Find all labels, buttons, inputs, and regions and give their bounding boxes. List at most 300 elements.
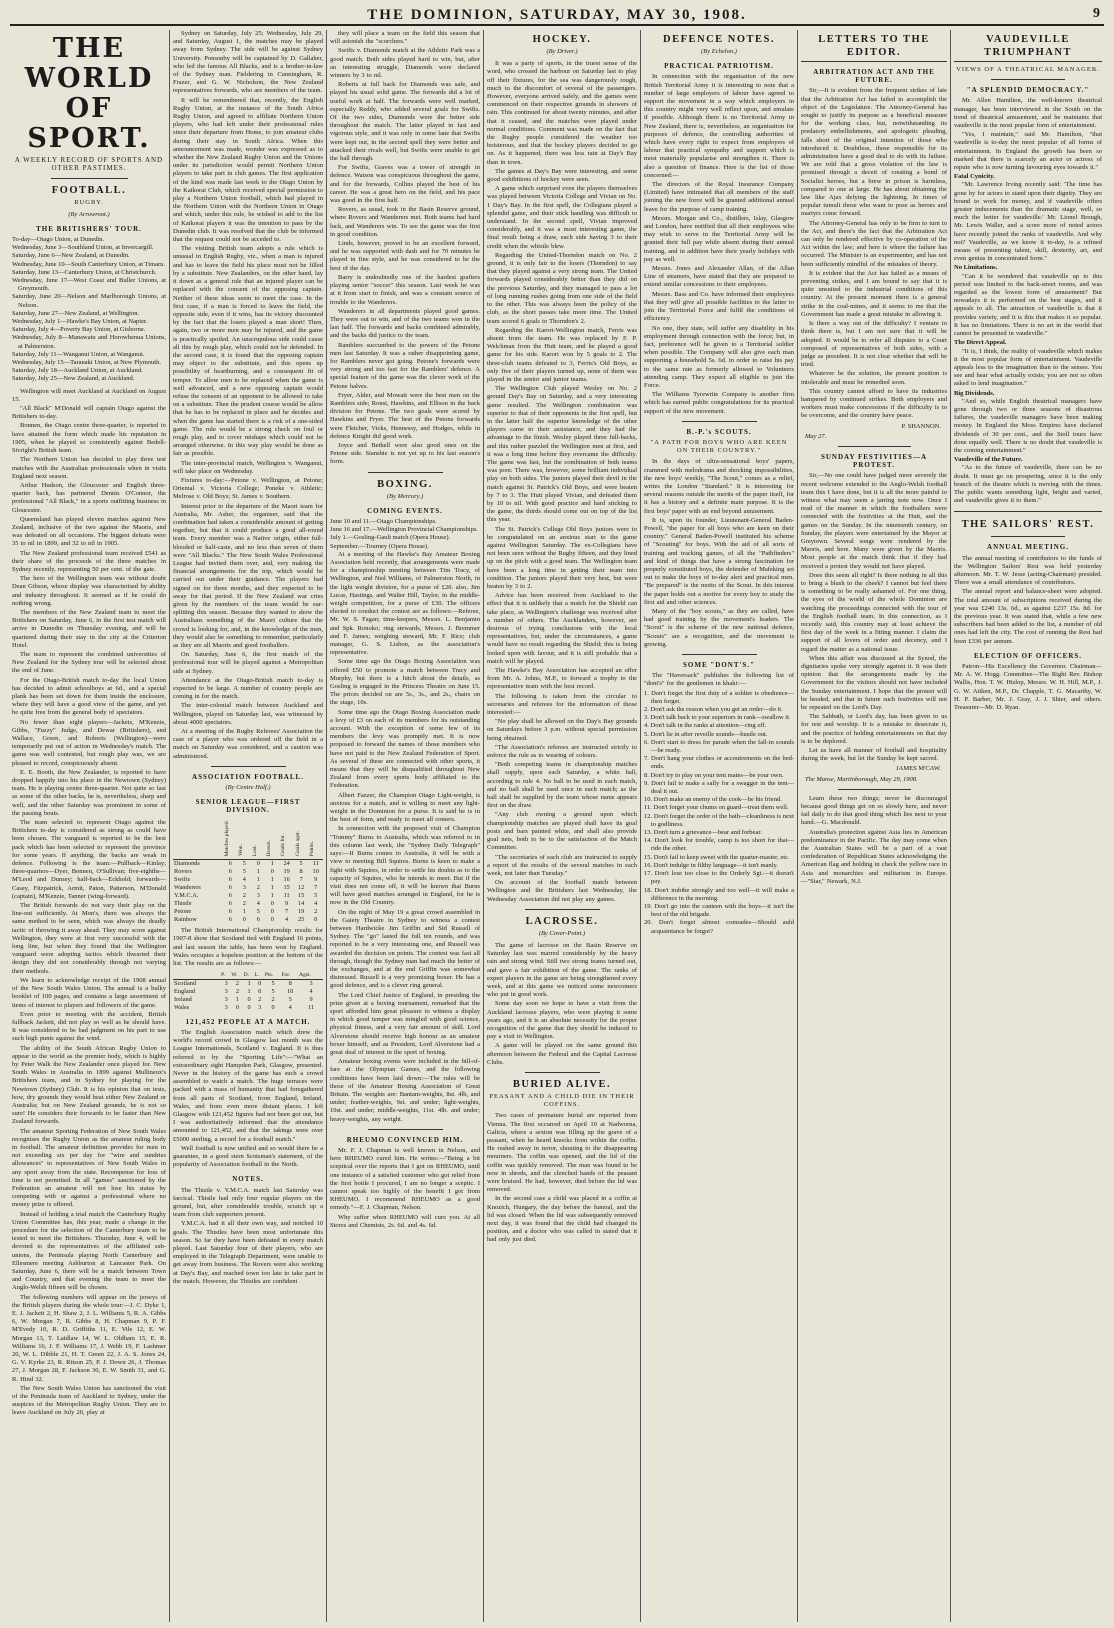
- rugby-notes-continued: [173, 30, 323, 761]
- news-paragraph: "Both competing teams in championship matches shall supply, upon each Saturday, a white ball, according to rule 4. No ball to be used in each match, and no ball shall be used once in each match; as the ball shall be supplied by the team whose name appears first on the draw.: [487, 761, 637, 810]
- patriotism-heading: PRACTICAL PATRIOTISM.: [664, 62, 774, 71]
- table-header: Pts.: [265, 970, 281, 979]
- list-item: 13. Don't turn a grievance—bear and forbear.: [644, 829, 762, 837]
- defence-byline: (By Echelon.): [701, 48, 737, 55]
- table-cell: 5: [271, 979, 275, 987]
- list-item: 7. Don't hang your clothes or accoutrements on the bed-ends.: [644, 755, 794, 771]
- football-heading: FOOTBALL.: [51, 185, 127, 197]
- list-item: 6. Don't start to dress for parade when the fall-in sounds—be ready.: [644, 738, 794, 755]
- letter-paragraph: The Sabbath, or Lord's day, has been given to us for rest and worship. It is a mistake to desecrate it, and the practice of holding entertainments on that day is to be deplored.: [801, 713, 947, 745]
- table-cell: 1: [256, 868, 260, 876]
- news-paragraph: Two cases of premature burial are reported from Vienna. The first occurred on April 10 at Nadworna, Galicia, where a sexton was filling up the grave of a peasant, when he heard knocks from within the coffin. He rushed away in terror, shouting to the disappearing mourners. The coffin was opened, and the lid of the coffin was quickly removed. The man was found to be now in shreds, and the clenched hands of the peasant were bruised. He had, however, died before the lid was removed.: [487, 1112, 637, 1194]
- news-paragraph: "Mr. Lawrence Irving recently said: 'The time has gone by for actors to stand upon their dignity. They are bound to work for money, and if vaudeville offers greater inducements than the dramatic stage, well, so much the better for vaudeville.' Mr. Lionel Brough, Mr. Lewis Waller, and a score more of noted actors have recently joined the ranks of vaudeville. And why not? Vaudeville, as we know it to-day, is a refined means of presenting talent, skill, dexterity, art, and even genius in concentrated form.": [954, 181, 1102, 263]
- news-paragraph: "No play shall be allowed on the Day's Bay grounds on Saturdays before 3 p.m. without special permission being obtained.: [487, 718, 637, 742]
- news-paragraph: they will place a team on the field this season that will astonish the "scorchers.": [330, 30, 480, 46]
- column-vaudeville: [952, 30, 1104, 1622]
- list-item: 17. Don't lose too close to the Orderly Sgt.—it doesn't pay.: [644, 870, 794, 886]
- table-cell: 5: [299, 860, 303, 868]
- table-cell: Wales: [174, 1003, 190, 1011]
- table-cell: 9: [314, 876, 318, 884]
- news-paragraph: The directors of the Royal Insurance Company (Limited) have intimated that all members of the staff joining the new force will be granted additional annual leave for the purpose of camp training.: [644, 181, 794, 213]
- table-cell: 4: [242, 876, 246, 884]
- table-cell: 11: [283, 892, 290, 900]
- fixture-item: Saturday, July 25—New Zealand, at Auckland.: [12, 375, 135, 383]
- masthead: [10, 4, 1104, 26]
- news-paragraph: Mr. Allen Hamilton, the well-known theatrical manager, has been interviewed in the South on the trend of theatrical amusement, and he maintains that vaudeville is the most popular form of entertainment.: [954, 97, 1102, 130]
- table-cell: 5: [271, 987, 275, 995]
- news-paragraph: On account of the football match between Wellington and the Britishers last Wednesday, the Wednesday Association did not play any games.: [487, 879, 637, 903]
- table-cell: 0: [256, 860, 260, 868]
- table-cell: England: [174, 987, 195, 995]
- table-row: [173, 908, 323, 916]
- news-paragraph: Learn these two things; never be discouraged because good things get on so slowly here, and never fail daily to do that good thing which lies next to your hand.—G. Macdonald.: [801, 794, 947, 827]
- donts-list: [644, 672, 794, 936]
- news-paragraph: The St. Patrick's College Old Boys juniors were to be congratulated on an anxious start to the game against Wellington Saturday. The ex-Collegians have not been seen without the Rugby fifteen, and they lined up on the pitch with a good team. The Wellington team have been a long time in getting their team into condition. The juniors played their very best, but were beaten by 3 to 2.: [487, 525, 637, 590]
- news-paragraph: Y.M.C.A. had it all their own way, and notched 10 goals. The Thistles have been most unfortunate this season. So far they have been defeated in every match played. Last Saturday four of their players, who are employed in the Telegraph Department, were unable to get away from business. The Rovers were also working at Day's Bay, and reached town too late to take part in the match. However, the Thistles are confident: [173, 1220, 323, 1285]
- news-paragraph: "The Association's referees are instructed strictly to enforce the rule as to wearing of colours.: [487, 743, 637, 760]
- news-paragraph: Joyce and Bethell were also good ones on the Petone side. Stansbie is not yet up to his last season's form.: [330, 441, 480, 466]
- list-item: 14. Don't look for trouble, camp is too short for that—ride the other.: [644, 837, 794, 853]
- page-number: 9: [1093, 6, 1100, 21]
- news-paragraph: "Yes, I maintain," said Mr. Hamilton, "that vaudeville is to-day the most popular of all forms of entertainment. In England the growth has been so marked that there is scarcely an actor or actress of repute who is now turning favouring eyes towards it.": [954, 131, 1102, 172]
- table-cell: 11: [312, 860, 319, 868]
- league-table: [173, 818, 323, 925]
- donts-heading: SOME "DONT'S.": [683, 661, 755, 670]
- column-defence: [642, 30, 796, 1622]
- news-paragraph: "Can it be wondered that vaudeville up to this period was limited to the back-street rooms, and was regarded as the lowest form of amusement? But nowadays it is performed on the best stages, and it appeals to all. The attraction of vaudeville is that it provides variety, and it is this that makes it so popular. It has no limitations. There is no art in the world that cannot be presented in vaudeville.": [954, 272, 1102, 338]
- news-paragraph: Wanderers in all departments played good games. They were out to win, and of the two teams won in the last half. The forwards and backs combined admirably, and the backs did justice to the team.: [330, 307, 480, 340]
- sailors-rest-heading: THE SAILORS' REST.: [961, 519, 1095, 531]
- event-item: July 1.—Gosling-Gault match (Opera House).: [330, 534, 451, 542]
- letter-paragraph: The Attorney-General has only to be firm to turn to the Act, and there's the fact that the Arbitration Act can only be rendered effective by co-operation of the Act within the law; and here is where the failure has occurred. The Minister is an experimenter, and has not been sufficiently mindful of the mistakes of theory.: [801, 219, 947, 268]
- news-paragraph: Many of the "boy scouts," as they are called, have had good training by the movement's leaders. The "Scout" is the scheme of the new national defence, "Scouts" are a recognition, and the movement is growing.: [644, 608, 794, 648]
- news-paragraph: The inter-colonial match between Auckland and Wellington, played on Saturday last, was witnessed by about 4000 spectators.: [173, 702, 323, 726]
- table-header: Goals for.: [279, 818, 294, 860]
- table-cell: 2: [235, 987, 240, 995]
- news-paragraph: Fixtures to-day:—Petone v. Wellington, at Petone; Oriental v. Victoria College; Poneke v. Athletic; Melrose v. Old Boys; St. James v. Southern.: [173, 476, 323, 501]
- table-cell: 5: [314, 892, 318, 900]
- fixture-item: Wednesday, June 17—West Coast and Buller Unions, at Greymouth.: [12, 277, 166, 293]
- list-item: 18. Don't imbibe strongly and too well—it will make a difference in the morning.: [644, 886, 794, 902]
- arbitration-heading: ARBITRATION ACT AND THE FUTURE.: [813, 68, 935, 85]
- table-cell: 0: [270, 900, 274, 908]
- association-byline: (By Centre Half.): [225, 784, 271, 792]
- table-cell: 4: [314, 900, 318, 908]
- column-rugby-association: [171, 30, 325, 1622]
- rugby-subheading: RUGBY.: [74, 199, 104, 207]
- fixture-item: Saturday, June 27—New Zealand, at Wellington.: [12, 309, 140, 317]
- table-cell: 9: [309, 995, 313, 1003]
- fixture-list: [12, 236, 166, 388]
- big-dividends-heading: Big Dividends.: [954, 389, 995, 397]
- scouts-subheading: "A PATH FOR BOYS WHO ARE KEEN ON THEIR COUNTRY.": [650, 438, 788, 455]
- event-item: June 10 and 11.—Otago Championships.: [330, 517, 437, 525]
- table-cell: 1: [256, 876, 260, 884]
- table-cell: 0: [271, 1003, 275, 1011]
- list-item: 19. Don't go into the canteen with the boys—it isn't the best of the old brigade.: [644, 902, 794, 919]
- no-limitations-heading: No Limitations.: [954, 264, 998, 272]
- news-paragraph: The inter-provincial match, Wellington v. Wanganui, will take place on Wednesday.: [173, 459, 323, 475]
- news-paragraph: In the second case a child was placed in a coffin at Knozich, Hungary, the day before the funeral, and the lid was closed. When the lid was subsequently removed next day, it was found that the child had changed its position, and a doctor who was called in stated that it had only just died.: [487, 1195, 637, 1244]
- letter-signature: P. SHANNON.: [901, 422, 941, 430]
- news-paragraph: Regarding the Karori-Wellington match, Ferris was absent from the team. He was replaced by F. P. Welchman from the Hutt team, and he played a good game for his side. Karori won by 5 goals to 2. The three-club teams defeated to 3, Ferris's Old Boys, as only five of their players turned up, none of them was played in the senior and junior teams.: [487, 326, 637, 383]
- table-cell: 25: [297, 916, 305, 924]
- table-cell: 1: [247, 979, 251, 987]
- table-cell: 16: [283, 876, 290, 884]
- table-cell: 0: [314, 916, 318, 924]
- news-paragraph: For the Otago-British match to-day the local Union has decided to admit schoolboys at 6d., and a special plank has been set down for them inside the enclosure, where they will have a good view of the game, and yet be quite free from the general body of spectators.: [12, 676, 166, 717]
- table-cell: 6: [256, 916, 260, 924]
- fixture-item: Saturday, June 20—Nelson and Marlborough Unions, at Nelson.: [12, 293, 166, 309]
- table-cell: 7: [285, 908, 289, 916]
- news-paragraph: Some time ago the Otago Boxing Association was offered £50 to promote a match between Tracy and Murphy, but there is a hitch about the details, as Gosling is engaged in the Princess Theatre on June 15. The prices decided on are 5s., 3s., and 2s., chairs on the stage, 10s.: [330, 658, 480, 707]
- news-paragraph: The team to represent the combined universities of New Zealand for the Sydney tour will be selected about the end of June.: [12, 650, 166, 675]
- news-paragraph: It will be remembered that, recently, the English Rugby Union, at the instance of the South Africa Rugby Union, and agreed to affiliate Northern Union players, who had left under their professional rules since their departure from Home, to join amateur clubs during their stay in South Africa. When this announcement was made, wonder was expressed as to whether the New Zealand Rugby Union and the Unions under its jurisdiction would permit Northern Union players to take part in club games. The first application of the kind was made last week to the Otago Union by the Kaikorai Club, which received special permission to play a Northern Union football, which had played in the Northern Union with the Northern Union in Otago and which, under this rule, he wished to add to the list of Kaikorai players it was the intention to pass by the Dunedin club. It was resolved that the club be informed that the request could not be acceded to.: [173, 96, 323, 244]
- news-paragraph: "And so, while English theatrical managers have gone through two or three seasons of disastrous failures, the vaudeville managers have been making money. In England the Moss Empires have declared dividends of 30 per cent., and the Stoll tours have done equally well. There is no doubt that vaudeville is the coming entertainment.": [954, 397, 1102, 454]
- table-cell: 6: [228, 876, 232, 884]
- table-cell: 4: [288, 1003, 292, 1011]
- table-cell: 6: [228, 900, 232, 908]
- table-cell: 3: [224, 987, 228, 995]
- team-name: Swifts: [174, 876, 191, 884]
- table-header: For.: [281, 970, 299, 979]
- event-item: September.—Tourney (Opera House).: [330, 542, 429, 550]
- letter-paragraph: Sir,—No one could have judged more severely the recent welcome extended to the Anglo-Welsh football team this I have done, but it is all the more painful to witness what may seem a jarring note now. Once I read of the manner in which the footballers were connected with the festivities at the Hutt, and the games on the Sunday. In the nineteenth century, on Sunday, the players were entertained by the Mayor at Greytown. Several songs were rendered by the Maoris, and here. Many were given by the Maoris. Most people at the match think that if they had received a protest they would not have played.: [801, 472, 947, 570]
- table-cell: 0: [247, 1003, 251, 1011]
- table-cell: 6: [228, 868, 232, 876]
- table-cell: 0: [270, 868, 274, 876]
- news-paragraph: Queensland has played eleven matches against New Zealand, inclusive of the two against the Maoris, and was defeated on all occasions. The biggest defeats were 35 to nil in 1899, and 32 to nil in 1905.: [12, 515, 166, 548]
- news-paragraph: Messrs. Bass and Co. have informed their employees that they will give all possible facilities to the latter to join the Territorial Force and fulfil the conditions of efficiency.: [644, 290, 794, 323]
- news-paragraph: "As to the future of vaudeville, there can be no doubt. It must go on prospering, since it is the only branch of the theatre which is moving with the times. The public wants something light, bright and varied, and vaudeville gives it to them.": [954, 464, 1102, 505]
- section-subhead: A WEEKLY RECORD OF SPORTS AND OTHER PASTIMES.: [14, 156, 164, 173]
- table-cell: 0: [247, 995, 251, 1003]
- fixture-item: Wednesday, July 1—Hawke's Bay Union, at Napier.: [12, 318, 148, 326]
- table-row: [173, 868, 323, 876]
- boxing-byline: (By Mercury.): [386, 492, 424, 500]
- byline: (By Arrowroot.): [68, 210, 110, 218]
- direct-appeal-heading: The Direct Appeal.: [954, 339, 1007, 347]
- lacrosse-byline: (By Cover-Point.): [538, 929, 586, 937]
- table-row: [173, 988, 323, 996]
- news-paragraph: In the days of ultra-sensational boys' papers, crammed with melodrama and shocking impossibilities, the new boys' weekly, "The Scout," comes as a relief, writes the London "Standard." It is interesting for several reasons outside the merits of the paper itself, for it has a history and a definite main purpose. It is the first boys' paper with an end beyond amusement.: [644, 458, 794, 515]
- list-item: The "Haversack" publishes the following list of "dont's" for the gentlemen in khaki:—: [644, 672, 794, 688]
- news-paragraph: The Northern Union has decided to play three test matches with the Australian professionals when in visits England next season.: [12, 456, 166, 480]
- news-paragraph: On the night of May 19 a great crowd assembled in the Gaiety Theatre in Sydney to witness a contest between Hardwicke Jim Griffin and Sid Russell of Sydney. The "go" lasted the full ten rounds, and was reported to be a very interesting one, and Russell was awarded the decision on points. The contest was fast all through, though the Sydney man had much the better of the exchanges, and at the end Griffin was somewhat distressed. Russell is a very promising boxer. He has a good defence, and is a clever ring general.: [330, 908, 480, 990]
- news-paragraph: The New South Wales Union has sanctioned the visit of the Peninsula team of Auckland to Sydney, under the auspices of the Metropolitan Rugby Union. They are to leave Auckland on July 20, play at: [12, 1384, 166, 1417]
- letter-date: May 27.: [805, 432, 827, 440]
- news-paragraph: Australia's protection against Asia lies in American predominance in the Pacific. The day may come when the Australian States will be a part of a vast confederation of Republican States acknowledging the American flag and holding in check the yellow race in Asia and monarchies and militarism in Europe.—"Star," Newark, N.J.: [801, 828, 947, 885]
- team-name: Y.M.C.A.: [174, 892, 199, 900]
- table-cell: 1: [270, 884, 274, 892]
- sunday-heading: SUNDAY FESTIVITIES—A PROTEST.: [820, 452, 928, 470]
- coming-events-list: [330, 518, 480, 551]
- news-paragraph: The members of the New Zealand team to meet the Britishers on Saturday, June 6, in the first test match will arrive in Dunedin on Thursday evening, and will be quartered during their stay in the city at the Criterion Hotel.: [12, 608, 166, 649]
- table-cell: 0: [270, 908, 274, 916]
- news-paragraph: For Swifts, Graves was a tower of strength in defence. Watson was conspicuous throughout the game, and for the forwards, Collins played the best of his career. He was a great hero on the field, and his pace was good in the first half.: [330, 164, 480, 205]
- column-soccer-boxing: [328, 30, 482, 1622]
- table-header: Matches played.: [223, 818, 237, 860]
- table-cell: 2: [242, 900, 246, 908]
- news-paragraph: The ability of the South African Rugby Union to appear to the world as the premier body, which is highly by Peter Walk the New Zealander once played for. New South Wales in Australia in 1899 against Mullineux's Britishers team, and in Sydney for playing for the Newtown (Sydney) Club. It is his opinion that on tests, how, dry grounds they would beat either New Zealand or Australia; but on New Zealand grounds, he is not so sure! He considers their forwards to be faster than New Zealand forwards.: [12, 1044, 166, 1126]
- news-paragraph: Albert Fazzer, the Champion Otago Light-weight, is anxious for a match, and is willing to meet any light-weight in the Dominion for a purse. It is said he is in the best of form, and ready to meet all comers.: [330, 791, 480, 824]
- table-cell: 4: [309, 987, 313, 995]
- fixture-item: Saturday, June 6—New Zealand, at Dunedin.: [12, 252, 130, 260]
- table-cell: 7: [299, 876, 303, 884]
- table-cell: 24: [283, 860, 290, 868]
- table-header: [173, 970, 221, 979]
- letter-paragraph: Sir,—It is evident from the frequent strikes of late that the Arbitration Act has failed to accomplish the object of the Legislature. The Attorney-General has sought to justify its purpose as a beneficial measure for the working class, but, notwithstanding its predatory embellishments, and apologetic pleading, falls short of the original intention of those who introduced it. Doubtless, those responsible for its administration have a good deal to do with its failure. We are told that a gross violation of the law is promised through a deceit of creating a bond of Socialist heroes, but a brew in prison is harmless, compared to one at large. He has about obtaining the law like Ajax defying the lightning. In times of popular tumult those who want to pose as heroes and martyrs come forward.: [801, 87, 947, 218]
- table-cell: 19: [297, 908, 305, 916]
- team-name: Wanderers: [174, 884, 201, 892]
- list-item: 10. Don't make an enemy of the cook—be his friend.: [644, 796, 782, 804]
- hockey-heading: HOCKEY.: [532, 34, 592, 45]
- notes-heading: NOTES.: [232, 1175, 264, 1184]
- list-item: 16. Don't indulge in filthy language—it isn't manly.: [644, 861, 778, 869]
- list-item: 8. Don't try to play on your tent mates—be your own.: [644, 771, 784, 779]
- letter-paragraph: This country cannot afford to have its industries hampered by continued strikes. Both employers and workers must make concessions if the difficulty is to be overcome, and the country have peace.: [801, 387, 947, 420]
- officers-heading: ELECTION OF OFFICERS.: [973, 651, 1083, 660]
- list-item: 1. Don't forget the first duty of a soldier is obedience—then forget.: [644, 689, 794, 705]
- news-paragraph: "All Black" M'Donald will captain Otago against the Britishers to-day.: [12, 405, 166, 421]
- news-paragraph: The English Association match which drew the world's record crowd in Glasgow last month was the League Internationals, Scotland v. England. It is thus referred to by the "Sporting Life":—"What an extraordinary sight Hampden Park, Glasgow, presented. Never in the history of the game has such a crowd assembled to watch a match. The huge terraces were packed with a mass of humanity that had foregathered from all parts of Scotland, from England, Ireland, Wales, and from even more distant places. I left Glasgow with 121,452 figures had not been got out, but I was authoritatively informed that the attendance amounted to 121,452, and that the takings were over £5000 sterling, a record for a football match.": [173, 1028, 323, 1143]
- championship-table: [173, 970, 323, 1012]
- fixture-item: Wednesday, July 15—Taranaki Union, at New Plymouth.: [12, 359, 161, 367]
- news-paragraph: It is, upon its founder, Lieutenant-General Baden-Powell, "the paper for all boys who are keen on their country." General Baden-Powell instituted his scheme of "Scouting" for boys. With the aid of all sorts of training and tracking games, of all the "Pathfinders" and kind of things that have a strong fascination for properly constituted boys, the defender of Mafeking set out to make the boys of to-day alert and practical men. "Be prepared" is the motto of the Scout. In this interest the paper holds out a motive for every boy to study the first aid and other sciences.: [644, 516, 794, 606]
- list-item: 11. Don't forget your chums on guard—treat them well.: [644, 804, 789, 812]
- news-paragraph: The Williams Tyrewrite Company is another firm which has earned public congratulations for its practical support of the new movement.: [644, 391, 794, 415]
- news-paragraph: Bonnen, the Otago centre three-quarter, is reported to have attained the form which made his reputation in 1905, when he played so consistently against Bedell-Sivright's British team.: [12, 422, 166, 455]
- news-paragraph: "Any club owning a ground upon which championship matches are played shall have its goal posts and bars painted white, and shall also provide goal nets, both to be to the satisfaction of the Match Committee.: [487, 811, 637, 852]
- news-paragraph: At a meeting of the Rugby Referees' Association the case of a player who was ordered off the field in a match on Saturday was considered, and a caution was administered.: [173, 728, 323, 760]
- table-cell: 1: [235, 995, 240, 1003]
- table-cell: 2: [256, 884, 260, 892]
- table-cell: 4: [256, 900, 260, 908]
- table-row: [173, 892, 323, 900]
- table-cell: 6: [228, 860, 232, 868]
- table-cell: 3: [224, 979, 228, 987]
- news-paragraph: Some day soon we hope to have a visit from the Auckland lacrosse players, who were playing it some years ago, and it is an absolute necessity for the proper recognition of the game that they should be induced to pay a visit to Wellington.: [487, 1000, 637, 1041]
- news-paragraph: The Wellington Club played Wesley on No. 2 ground Day's Bay on Saturday, and a very interesting game resulted. The Wellington combination was superior to that of their opponents in the first spell, but in the latter half the superior knowledge of the other players came to their assistance, and they had the advantage to the finish. Wesley played three full-backs, and this rather puzzled the Wellington men at first, and it was a long time before they overcame the difficulty. The game was fast, but the combination of both teams was poor. There was, however, some brilliant individual play on both sides. The juniors played their devil in the match against St. Patrick's Old Boys, and were beaten by 7 to 3. The Hutt played Vivian, and defeated them by 10 to nil. With good practice and hard sticking to the game, the thirds should come out on top of the list this year.: [487, 385, 637, 524]
- news-paragraph: In connection with the organisation of the new British Territorial Army it is interesting to note that a number of large employers of labour have agreed to support the movement in a way which employers in this country might very well reflect upon, and emulate if possible. Although there is no Territorial Army in New Zealand, there is, nevertheless, an organisation for purposes of defence, the controlling authorities of which have every right to expect from employers of labour that practical sympathy and support which is most materially popularise and strengthen it. There is also a question of finance. Here is the list of those concerned:—: [644, 73, 794, 179]
- news-paragraph: On Saturday, June 6, the first match of the professional tour will be played against a Metropolitan side at Sydney.: [173, 651, 323, 675]
- rheumo-heading: RHEUMO CONVINCED HIM.: [346, 1135, 464, 1144]
- news-paragraph: The game of lacrosse on the Basin Reserve on Saturday last was marred considerably by the heavy rain and strong wind. Still two strong teams turned out, and gave a fair exhibition of the game. The ranks of expert players in the game are being strengthened every week, and at this game we noticed some newcomers who put in good work.: [487, 941, 637, 999]
- news-paragraph: Linds, however, proved to be an excellent forward, and he was supported with dash and for 70 minutes he played in fine style, and he was considered to be the best of the day.: [330, 240, 480, 272]
- list-item: 12. Don't forget the order of the bath—cleanliness is next to godliness.: [644, 812, 794, 828]
- news-paragraph: Patron—His Excellency the Governor. Chairman—Mr. A. W. Hogg. Committee—The Right Rev. Bishop Wallis, Hon. T. W. Hislop, Messrs. W. H. Hill, M.P., J. G. W. Aitken, M.P., Dr. Chapple, T. G. Macarthy, W. H. P. Barber, Mr. J. Gray, J. J. Shier, and others. Treasurer—Mr. D. Ryan.: [954, 663, 1102, 712]
- letter-date-2: The Manse, Martinborough, May 29, 1908.: [805, 775, 918, 783]
- letter-paragraph: Let us have all manner of football and hospitality during the week, but let the Sunday be kept sacred.: [801, 747, 947, 763]
- table-row: [173, 996, 323, 1004]
- scouts-heading: B.-P.'s SCOUTS.: [686, 427, 752, 436]
- table-cell: 0: [235, 1003, 240, 1011]
- future-heading: Vaudeville of the Future.: [954, 456, 1023, 464]
- news-paragraph: Amateur boxing events were included in the bill-of-fare at the Olympian Games, and the following conditions have been laid down:—The rules will be those of the Amateur Boxing Association of Great Britain. The weights are: Bantam-weights, 8st. 4lb, and under; feather-weights, 9st. and under; light-weights, 10st. and under; middle-weights, 11st. 4lb. and under; heavy-weights, any weight.: [330, 1058, 480, 1123]
- fixture-item: Wednesday, July 8—Manawatu and Horowhenua Unions, at Palmerston.: [12, 334, 166, 350]
- news-paragraph: "The secretaries of each club are instructed to supply a report of the results of the several matches in each week, not later than Tuesday.": [487, 853, 637, 877]
- table-cell: 3: [224, 1003, 228, 1011]
- masthead-title: THE DOMINION, SATURDAY, MAY 30, 1908.: [367, 7, 747, 23]
- coming-events-heading: COMING EVENTS.: [367, 506, 443, 515]
- news-paragraph: Sydney on Saturday, July 25; Wednesday, July 29, and Saturday, August 1, the matches may be played away from Sydney. The side will be against Sydney University. Ponsonby will be captained by D. Gallaher, who led the famous All Blacks, and is a brother-in-law of the Sydney man. Fieldering in Cunningham, R. Frazer, and G. W. Nicholson, the New Zealand representatives forwards, who are members of the team.: [173, 30, 323, 95]
- table-header: Drawn.: [265, 818, 279, 860]
- fatal-cynicity-heading: Fatal Cynicity.: [954, 173, 995, 181]
- table-cell: 2: [271, 995, 275, 1003]
- table-cell: 0: [270, 916, 274, 924]
- table-cell: 8: [299, 868, 303, 876]
- news-paragraph: "It is, I think, the reality of vaudeville which makes it the most popular form of entertainment. Vaudeville appeals less to the imagination than to the senses. You see and hear what actually exists; you are not so often asked to lend imagination.": [954, 347, 1102, 388]
- list-item: 4. Don't talk in the ranks at attention—ring off.: [644, 722, 767, 730]
- table-cell: 5: [256, 908, 260, 916]
- fixture-item: Saturday, July 18—Auckland Union, at Auckland.: [12, 367, 143, 375]
- fixture-item: Saturday, July 4—Poverty Bay Union, at Gisborne.: [12, 326, 146, 334]
- table-cell: 0: [242, 916, 246, 924]
- news-paragraph: Even prior to meeting with the accident, British fullback Jackett, did not play so well as he should have. It was considered to be bad judgment on his part to use such high punts against the wind.: [12, 1010, 166, 1043]
- list-item: 15. Don't fail to keep sweet with the quarter-master, etc.: [644, 853, 790, 861]
- ad-paragraph: Mr. F. J. Chapman is well known in Nelson, and here RHEUMO cured him. He writes:—"Being a bit sceptical over the reports that I got on RHEUMO, until one instance of a satisfied customer who got relief from the first bottle I procured, I am no longer a sceptic. I cannot speak too highly of the benefit I got from RHEUMO. I recommend RHEUMO as a good remedy."—F. J. Chapman, Nelson.: [330, 1147, 480, 1212]
- news-paragraph: Interest prior to the departure of the Maori team for Australia, Mr. Asher, the organiser, said that the combination had taken a considerable amount of getting together, but that it could produce a good all-round team. Every member was a Native origin, either full-blooded or half-caste, and no less than seven of them were "All Blacks." The New South Wales Professional League had invited them over, and, very making the financial arrangements for the trip, which would be carried out under their guidance. The players had signed on for three months, and they expected to be away for that period. If the New Zealand war cries given by the members of the team would be ear-splitting this season. Because they wanted to show the Australians something of the Maori culture that the crowd is looking for, and, in the knowledge of the men, they would also be something to remember, particularly as they are all Maoris and good footballers.: [173, 502, 323, 650]
- table-cell: 12: [297, 884, 305, 892]
- table-row: [173, 884, 323, 892]
- news-paragraph: Attendance at the Otago-British match to-day is expected to be large. A number of country people are coming in for the match.: [173, 676, 323, 701]
- team-name: Rainbow: [174, 916, 197, 924]
- table-row: [173, 916, 323, 924]
- column-hockey-lacrosse: [485, 30, 639, 1622]
- team-name: Petone: [174, 908, 192, 916]
- news-paragraph: Instead of holding a trial match the Canterbury Rugby Union Committee has, this year, made a change in the procedure for the selection of the Canterbury team to be tested to meet the Britishers. Thursday, June 4, will be devoted to the representatives of the affiliated sub-unions, the Peninsula playing North Canterbury and Ellesmere meeting Ashburton at Lancaster Park. On Saturday, June 6, there will be a match between Town and Country, and that evening the team to meet the Anglo-Welsh fifteen will be chosen.: [12, 1210, 166, 1292]
- table-header: Won.: [237, 818, 251, 860]
- list-item: 9. Don't fail to make a sally for a swagger in the tent—deal it out.: [644, 779, 794, 796]
- news-paragraph: We learn to acknowledge receipt of the 1908 annual of the New South Wales Union. The annual is a bulky booklet of 100 pages, and contains a large assortment of items of interest to players and followers of the game.: [12, 976, 166, 1009]
- fixture-item: Wednesday, June 3—Southland Union, at Invercargill.: [12, 244, 154, 252]
- table-row: [173, 860, 323, 869]
- vaudeville-subheading: VIEWS OF A THEATRICAL MANAGER.: [956, 66, 1100, 73]
- table-cell: 1: [242, 908, 246, 916]
- table-cell: 1: [247, 987, 251, 995]
- news-paragraph: The team selected to represent Otago against the Britishers to-day is considered as strong as could have been chosen. The vanguard is reported to be the best pack which has been selected to represent the province for some years. If anything, the backs are weak in defence. Following is the team:—Pullback—Kinlay; three-quarters—Dyer, Bonnen, O'Sullivan; five-eighths—M'Leod and Dunsey; half-back—Eckhold; forwards—Casey, Fitzpatrick, Armit, Paton, Patterson, M'Donald (captain), M'Kenzie, Tanner (wing-forward).: [12, 819, 166, 900]
- news-paragraph: In connection with the proposed visit of Champion "Tommy" Burns to Australia, which was referred to in this column last week, the "Sydney Daily Telegraph" says:—If Burns comes to Australia, it will be with a view to meeting Bill Squires. Burns is keen to make a fight with Squires, in order to settle his doubts as to the capacity of Squires, who he intends to meet. But if the visit does not come off, it will be known that Burns will have good matches arranged in England, for he is now in the Old Country.: [330, 825, 480, 907]
- table-cell: 11: [307, 1003, 315, 1011]
- list-item: 5. Don't lie in after reveille sounds—hustle out.: [644, 730, 768, 738]
- fixture-item: Saturday, June 13—Canterbury Union, at Christchurch.: [12, 268, 157, 276]
- list-item: 20. Don't forget almost comrades—Should auld acquaintance be forgot?: [644, 919, 794, 935]
- table-cell: 5: [242, 860, 246, 868]
- table-cell: 3: [309, 979, 313, 987]
- defence-heading: DEFENCE NOTES.: [662, 34, 776, 45]
- news-paragraph: The following numbers will appear on the jerseys of the British players during the whole tour:—J. C. Dyke 1, E. J. Jackett 2, H. Shaw 2, J. L. Williams 5, R. A. Gibbs 6, W. Morgan 7, R. Gibbs 8, H. Chapman 9, P. F. M'Evedy 10, R. D. Griffiths 11, E. Vile 12, E. W. Morgan 13, T. Laidlaw 14, W. L. Oldham 15, E. R. Williams 16, J. F. Williams 17, J. Webb 19, F. Lashmer 20, W. L. Dibble 21, H. T. Green 22, J. A. S. Jones 24, G. V. Kyrke 23, R. Ritson 25, P. J. Down 26, J. Thomas 27, J. Morgan 28, F. Jackson 30, E. W. Smith 31, and G. R. Hind 32.: [12, 1293, 166, 1383]
- news-paragraph: Rovers, as usual, took in the Basin Reserve ground, where Rovers and Wanderers met. Both teams had hard luck, and Wanderers win. To see the game was the first in good condition.: [330, 206, 480, 238]
- buried-alive-heading: BURIED ALIVE.: [512, 1078, 612, 1090]
- letter-paragraph: Does this seem all right? Is there nothing in all this to bring a blush to the cheek? I cannot but feel there is something to be really ashamed of. For one thing, the eyes of the world of the whole Dominion are watching the proceedings connected with the tour of the English football team. In this connection, as I recently said, this country may at least achieve the first day of the week in a fitting manner. I claim the support of all lovers of order and decency, and I regard the matter as a national issue.: [801, 571, 947, 653]
- table-cell: 0: [258, 987, 262, 995]
- vaudeville-heading: VAUDEVILLE TRIUMPHANT: [954, 33, 1102, 62]
- table-cell: 14: [297, 900, 305, 908]
- table-cell: 7: [314, 884, 318, 892]
- fixture-item: Saturday, July 11—Wanganui Union, at Wanganui.: [12, 350, 145, 358]
- news-paragraph: The hero of the Wellington team was without doubt Dean Gibson, whose display was characterised by ability and industry throughout. It seemed as if he could do nothing wrong.: [12, 575, 166, 607]
- tour-heading: THE BRITISHERS' TOUR.: [36, 224, 142, 233]
- news-paragraph: The Hawke's Bay Association has accepted an offer from Mr. A. Johns, M.P., to forward a trophy to the representative team with the best record.: [487, 667, 637, 691]
- table-cell: 10: [287, 987, 294, 995]
- table-header: D.: [244, 970, 255, 979]
- news-paragraph: The annual meeting of contributors to the funds of the Wellington Sailors' Rest was held yesterday afternoon. Mr. T. W. Jesse (acting-Chairman) presided. There was a small attendance of contributors.: [954, 554, 1102, 587]
- table-cell: 1: [270, 860, 274, 868]
- table-header: Goals agst.: [294, 818, 309, 860]
- letters-heading: LETTERS TO THE EDITOR.: [801, 33, 947, 62]
- table-header: L.: [255, 970, 265, 979]
- news-paragraph: Some time ago the Otago Boxing Association made a levy of £3 on each of its members for its outstanding account. With the exception of some few of its members the levy was promptly met. It is now proposed to forward the names of those members who have not paid to the New Zealand Federation of Sport. As several of these are connected with other sports, it means that they will be disqualified throughout New Zealand from every sports body affiliated to the Federation.: [330, 708, 480, 790]
- league-heading: SENIOR LEAGUE—FIRST DIVISION.: [195, 798, 301, 815]
- table-cell: 2: [314, 908, 318, 916]
- table-header: W.: [231, 970, 243, 979]
- table-cell: 4: [285, 916, 289, 924]
- column-letters: [799, 30, 949, 1622]
- table-cell: 1: [270, 892, 274, 900]
- news-paragraph: E. E. Booth, the New Zealander, is reported to have dropped happily into his place in the Newtown (Sydney) team. He is playing centre three-quarter. Not quite so fast as some of the other backs, he is, nevertheless, sharp and well, and the other Saturday was prominent in some of the passing bouts.: [12, 768, 166, 817]
- ad-paragraph: Why suffer when RHEUMO will cure you. At all Stores and Chemists, 2s. 6d. and 4s. 6d.: [330, 1213, 480, 1229]
- news-paragraph: At a meeting of the Hawke's Bay Amateur Boxing Association held recently, that arrangements were made for a championship meeting between Tim Tracy, of Wellington, and Ned Williams, of Palmerston North, in the light weight division, for a purse of £20. also, Jim Lucas, Hastings, and Walter Hill, Taylor, in the middle-weight competition, for a purse of £30. The officers elected to conduct the contest are as follows:—Referee, Mr. W. S. Fagan; time-keepers, Messrs. L. Benjamin and Spk. Ronoko; ring stewards, Messrs. J. Bremmer and F. James; weighing steward, Mr. F. Rice; club manager, G. S. Lisbon, as the association's representative.: [330, 550, 480, 657]
- list-item: 3. Don't talk back to your superiors in rank—swallow it.: [644, 714, 791, 722]
- news-paragraph: Messrs. Jones and Alexander Allan, of the Allan Line of steamers, have stated that they are prepared to extend similar concessions to their employees.: [644, 265, 794, 289]
- event-item: June 16 and 17.—Wellington Provincial Championships.: [330, 526, 479, 534]
- table-cell: 3: [258, 1003, 262, 1011]
- table-cell: Ireland: [174, 995, 192, 1003]
- letter-paragraph: It is evident that the Act has failed as a means of preventing strikes, and I am bound to say that it is quite unsuited to the industrial conditions of this country. At the present moment there is a general strike in the coal-mines, and it seems to me that the Government has made a great mistake in allowing it.: [801, 269, 947, 318]
- news-paragraph: Swifts v. Diamonds match at the Athletic Park was a good match. Both sides played hard to win, but, after an interesting struggle, Diamonds were declared winners by 3 to nil.: [330, 47, 480, 80]
- lacrosse-heading: LACROSSE.: [525, 915, 599, 927]
- team-name: Rovers: [174, 868, 192, 876]
- rugby-notes: [12, 388, 166, 1418]
- table-cell: 2: [258, 995, 262, 1003]
- news-paragraph: No one, they state, will suffer any disability in his employment through connection with the force; but, in fact, preference will be given to a Territorial soldier when possible. The Company will also give each man supporting a household 5s. 6d. in order to raise his pay to the same rate as formerly allowed to Volunteers attending camp. They expect all eligible to join the Force.: [644, 324, 794, 389]
- news-paragraph: Fryer, Alder, and Mowatt were the best men on the Ramblers side; Ronsi, Hawkins, and Ellison in the back division for Petone. The two goals were scored by Hawkins and Fryer. The best of the Petone forwards were Fletcher, Vicks, Hennessy, and Hodges, while in defence Knight did good work.: [330, 391, 480, 440]
- news-paragraph: Well football is now unified and so would there be a guarantee, in a good stern Scotsman's statement, of the popularity of Association football in the North.: [173, 1144, 323, 1169]
- news-paragraph: Wellington will meet Auckland at Auckland on August 15.: [12, 387, 166, 403]
- table-row: [173, 1004, 323, 1012]
- list-item: 2. Don't ask the reason when you get an order—do it.: [644, 706, 783, 714]
- table-header: Lost.: [251, 818, 265, 860]
- news-paragraph: It was a party of sports, in the truest sense of the word, who crossed the harbour on Saturday last to play off their fixtures, for the sea was dangerously rough, much to the discomfort of several of the passengers. However, everyone arrived safely, and the games were commenced on their respective grounds in showers of rain. This continued for about twenty minutes, and after that it ceased, and the matches were played under normal conditions. Comment was made on the fact that the Rugby people considered the weather too boisterous, and that the hockey players decided to go on. As it happened, there was less rain at Day's Bay than in town.: [487, 60, 637, 166]
- buried-alive-subheading: PEASANT AND A CHILD DIE IN THEIR COFFINS.: [489, 1092, 635, 1109]
- letter-paragraph: Whatever be the solution, the present position is intolerable and must be remedied soon.: [801, 370, 947, 386]
- association-heading: ASSOCIATION FOOTBALL.: [192, 772, 304, 781]
- news-paragraph: No fewer than eight players—Jackets, M'Kenzie, Gibbs, "Fuzzy" Judge, and Dewar (Britishers), and Wallace, Green, and Roberts (Wellington)—were temporarily put out of action in Wednesday's match. The game was well contested, but rough play was, we are pleased to record, conspicuously absent.: [12, 718, 166, 767]
- table-row: [173, 900, 323, 908]
- crowd-heading: 121,452 PEOPLE AT A MATCH.: [185, 1017, 311, 1026]
- table-cell: 6: [228, 916, 232, 924]
- news-paragraph: The New Zealand professional team received £541 as their share of the proceeds of the three matches in Sydney recently, representing 50 per cent. of the gate.: [12, 549, 166, 573]
- team-name: Thistle: [174, 900, 192, 908]
- news-paragraph: Advice has been received from Auckland to the effect that it is unlikely that a match for the Shield can take place, as Wellington's challenge was received after a number of others. The Aucklanders, however, are desirous of trying conclusions with the local representatives, but, under the circumstances, a game would have no result regarding the Shield; this is being looked upon with favour, and it is still probable that a match will be played.: [487, 592, 637, 665]
- news-paragraph: The British International Championship results for 1907-8 show that Scotland tied with England 16 points, and last season the table, has been won by England. Wales occupies a hopeless position at the bottom of the list. The results are as follows:—: [173, 927, 323, 967]
- table-header: Points.: [308, 818, 323, 860]
- news-paragraph: The following is taken from the circular to secretaries and referees for the information of those interested:—: [487, 692, 637, 717]
- table-cell: 2: [235, 979, 240, 987]
- table-header: P.: [221, 970, 231, 979]
- column-sport-rugby: [10, 30, 168, 1622]
- news-paragraph: The British forwards do not vary their play on the line-out sufficiently. At Mon's, there was always the same method to be seen, which was always the deadly tactic of throwing it away ahead. They may score against Wellington, they were at first very successful with the long line, but when they found that the Wellington vanguard were adopting tactics which thwarted their design they did not considerably through not varying their methods.: [12, 902, 166, 975]
- table-cell: 6: [228, 908, 232, 916]
- news-paragraph: A game will be played on the same ground this afternoon between the Federal and the Capital Lacrosse Clubs.: [487, 1042, 637, 1066]
- section-headline: THE WORLD OF SPORT.: [24, 33, 154, 154]
- table-cell: 9: [285, 900, 289, 908]
- news-paragraph: Ramblers succumbed to the powers of the Petone men last Saturday. It was a rather disappointing game, for Ramblers never got going. Petone's forwards were very strong and too fast for the Ramblers' defence. A special feature of the game was the clever work of the Petone halves.: [330, 341, 480, 390]
- team-name: Diamonds: [174, 860, 200, 868]
- boxing-heading: BOXING.: [377, 478, 433, 490]
- table-cell: 8: [288, 979, 292, 987]
- news-paragraph: The visiting British team adopts a rule which is unusual in English Rugby, viz., when a man is injured and has to leave the field his place must not be filled by a substitute. New Zealanders, on the other hand, lay it down as a general rule that an injured player can be replaced with the consent of the opposing captain. Neither of these ideas seem to meet the case. In the first case, if a man is forced to leave the field, the opposite side, even if it wins, has its victory discounted by the fact that the losers played a man short! Then, again, two or more men may be injured, and the game is practically spoiled. An unscrupulous side could cause all this by rough play, which could not be defended. In the second case, it is found that the opposing captain may object to the substitute, and this opens up possibility of heartburning, and a consequent fit of temper. To allow men to be replaced when the game is well advanced, and a new opposing captain would refuse the consent of an opponent to be allowed to take on a substitute. Then the prudent course would be allow that he has to be replaced in place and he decides and when the game has started there is a risk of a one-sided game. The rule would be a strong check on foul or rough play, and to cover mishaps which could not be arranged otherwise. In this way play would be done as fair as possible.: [173, 245, 323, 458]
